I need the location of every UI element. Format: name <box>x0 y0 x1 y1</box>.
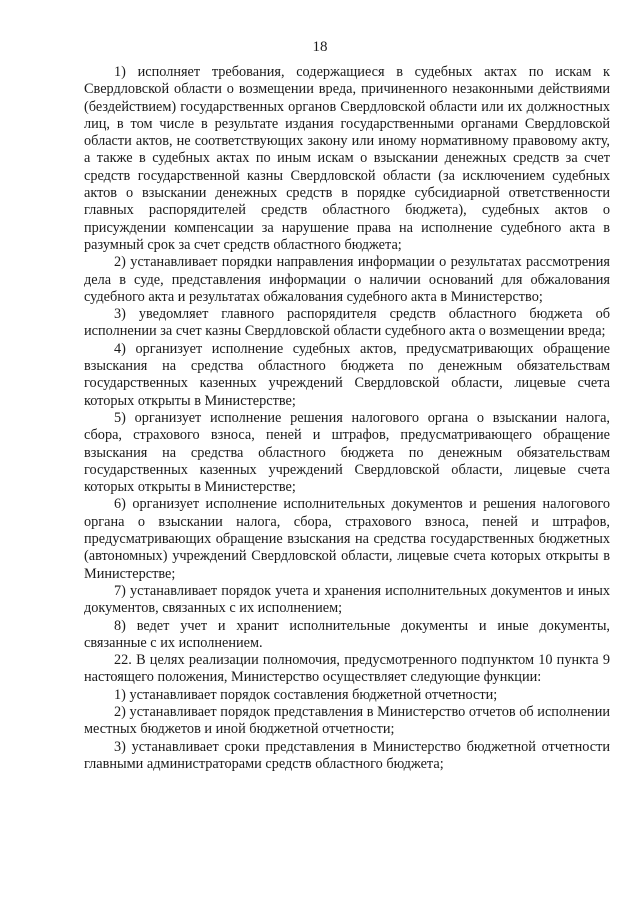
paragraph: 8) ведет учет и хранит исполнительные документы и иные документы, связанные с их исполнением. <box>84 617 610 651</box>
paragraph: 3) уведомляет главного распорядителя средств областного бюджета об исполнении за счет казны Свердловской области судебного акта о возмещении вреда; <box>84 306 610 340</box>
document-body <box>84 64 610 773</box>
paragraph: 7) устанавливает порядок учета и хранения исполнительных документов и иных документов, связанных с их исполнением; <box>84 582 610 617</box>
paragraph: 6) организует исполнение исполнительных документов и решения налогового органа о взыскании налога, сбора, страхового взноса, пеней и штрафов, предусматривающих обращение взыскания на средства государственных бюджетных (автономных) учреждений Свердловской области, лицевые счета которых открыты в Министерстве; <box>84 496 610 582</box>
paragraph: 4) организует исполнение судебных актов, предусматривающих обращение взыскания на средства областного бюджета по денежным обязательствам государственных казенных учреждений Свердловской области, лицевые счета которых открыты в Министерстве; <box>84 340 610 409</box>
paragraph: 22. В целях реализации полномочия, предусмотренного подпунктом 10 пункта 9 настоящего положения, Министерство осуществляет следующие функции: <box>84 652 610 686</box>
paragraph: 1) устанавливает порядок составления бюджетной отчетности; <box>114 686 498 703</box>
paragraph: 1) исполняет требования, содержащиеся в судебных актах по искам к Свердловской области о возмещении вреда, причиненного незаконными действиями (бездействием) государственных органов Свердловской области или их должностных лиц, в том числе в результате издания государственными органами Свердловской области актов, не соответствующих закону или иному нормативному правовому акту, а также в судебных актах по иным искам о взыскании денежных средств за счет средств государственной казны Свердловской области (за исключением судебных актов о взыскании денежных средств в порядке субсидиарной ответственности главных распорядителей средств областного бюджета), судебных актов о присуждении компенсации за нарушение права на исполнение судебного акта в разумный срок за счет средств областного бюджета; <box>84 64 610 253</box>
paragraph: 2) устанавливает порядок представления в Министерство отчетов об исполнении местных бюджетов и иной бюджетной отчетности; <box>84 703 610 738</box>
paragraph: 2) устанавливает порядки направления информации о результатах рассмотрения дела в суде, представления информации о наличии оснований для обжалования судебного акта и результатах обжалования судебного акта в Министерство; <box>84 254 610 305</box>
paragraph: 3) устанавливает сроки представления в Министерство бюджетной отчетности главными администраторами средств областного бюджета; <box>84 738 610 772</box>
page-number: 18 <box>312 39 328 55</box>
paragraph: 5) организует исполнение решения налогового органа о взыскании налога, сбора, страхового взноса, пеней и штрафов, предусматривающего обращение взыскания на средства областного бюджета по денежным обязательствам государственных казенных учреждений Свердловской области, лицевые счета которых открыты в Министерстве; <box>84 409 610 496</box>
